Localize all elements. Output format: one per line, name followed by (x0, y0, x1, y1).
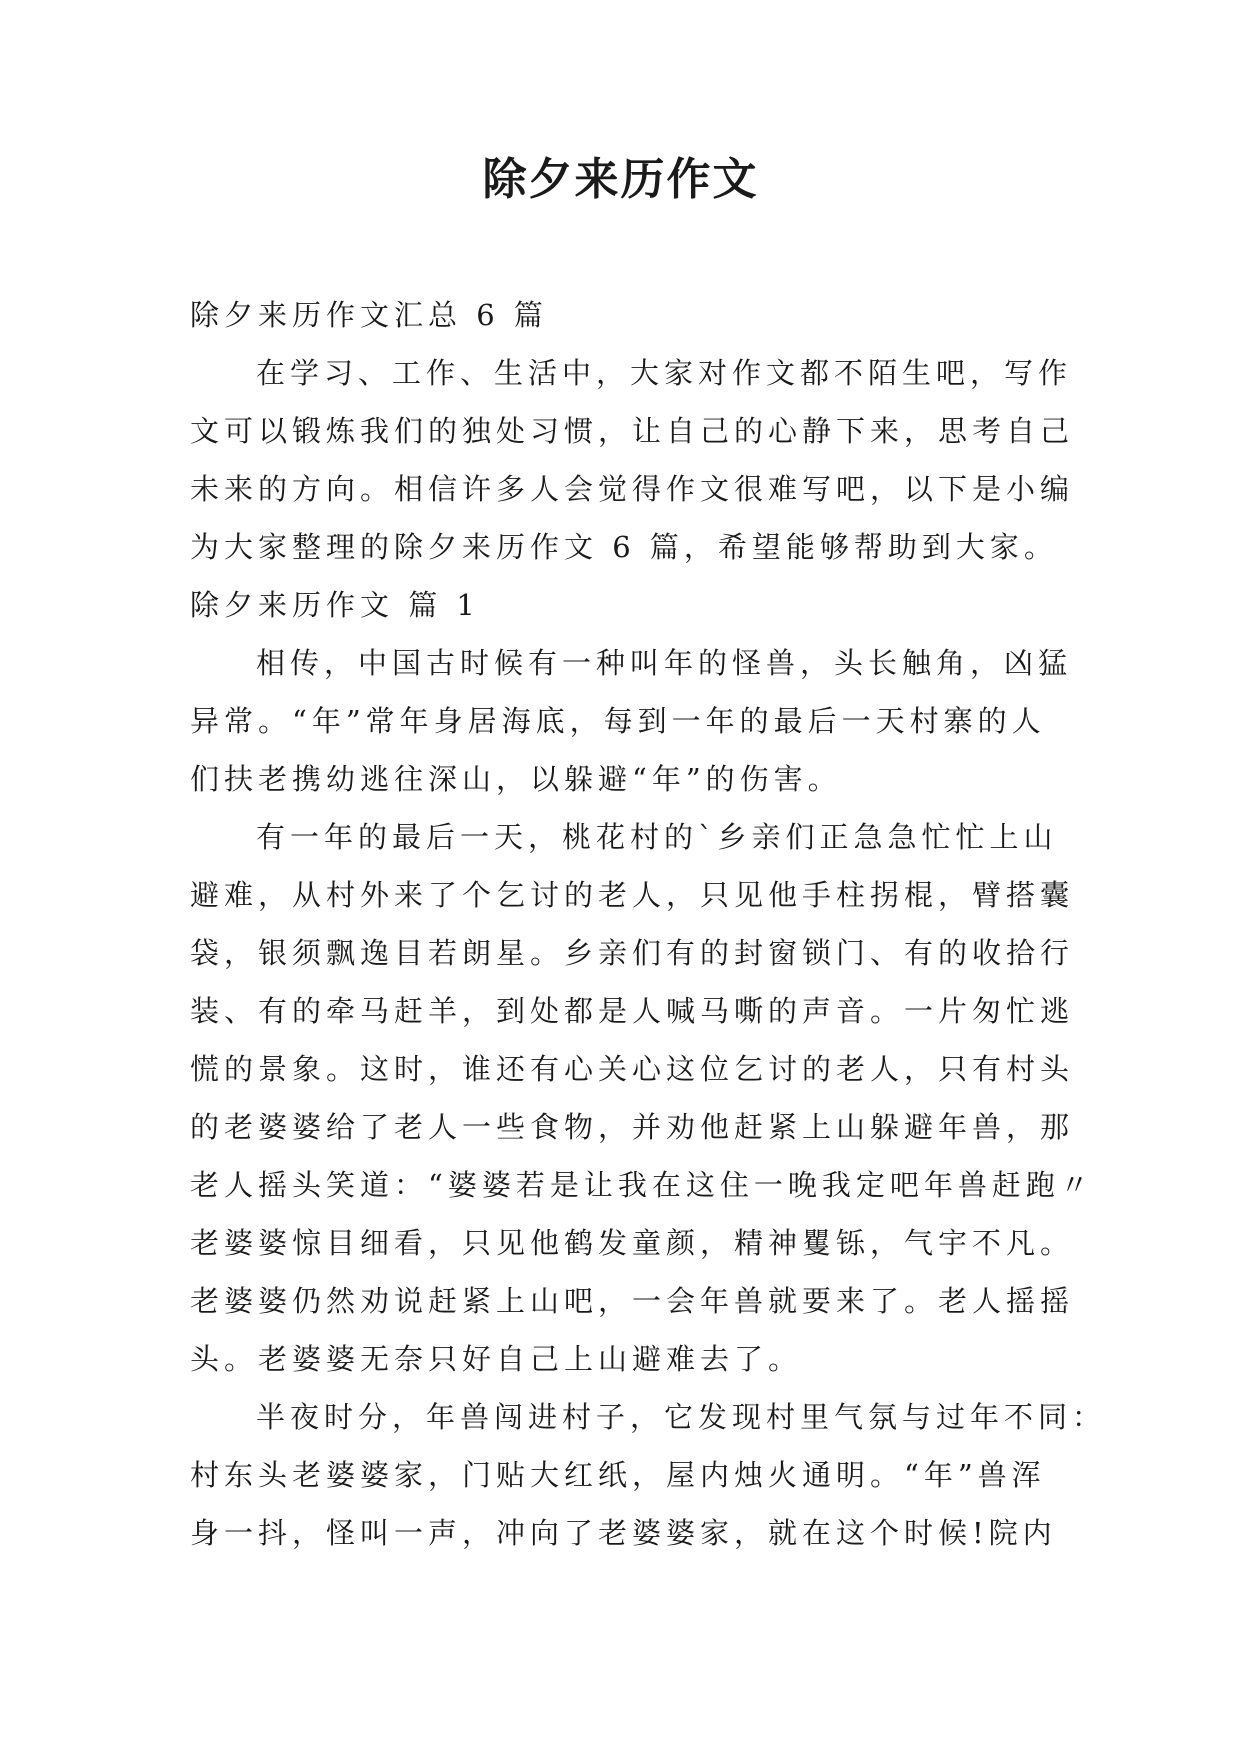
text-line: 避难，从村外来了个乞讨的老人，只见他手柱拐棍，臂搭囊 (190, 878, 1075, 912)
text-line: 老人摇头笑道：“婆婆若是让我在这住一晚我定吧年兽赶跑〃 (190, 1168, 1094, 1202)
text-line: 的老婆婆给了老人一些食物，并劝他赶紧上山躲避年兽，那 (190, 1110, 1075, 1144)
text-line: 文可以锻炼我们的独处习惯，让自己的心静下来，思考自己 (190, 414, 1075, 448)
text-line: 未来的方向。相信许多人会觉得作文很难写吧，以下是小编 (190, 472, 1075, 506)
text-line: 头。老婆婆无奈只好自己上山避难去了。 (190, 1342, 803, 1376)
text-line: 袋，银须飘逸目若朗星。乡亲们有的封窗锁门、有的收拾行 (190, 936, 1075, 970)
text-line: 有一年的最后一天，桃花村的`乡亲们正急急忙忙上山 (256, 820, 1058, 854)
text-line: 相传，中国古时候有一种叫年的怪兽，头长触角，凶猛 (256, 646, 1073, 680)
text-line: 在学习、工作、生活中，大家对作文都不陌生吧，写作 (256, 356, 1073, 390)
text-line: 慌的景象。这时，谁还有心关心这位乞讨的老人，只有村头 (190, 1052, 1075, 1086)
section-heading: 除夕来历作文 篇 1 (190, 588, 480, 622)
text-line: 除夕来历作文汇总 6 篇 (190, 298, 548, 332)
text-line: 身一抖，怪叫一声，冲向了老婆婆家，就在这个时候!院内 (190, 1516, 1057, 1550)
document-body (190, 286, 1107, 1562)
text-line: 老婆婆仍然劝说赶紧上山吧，一会年兽就要来了。老人摇摇 (190, 1284, 1075, 1318)
text-line: 村东头老婆婆家，门贴大红纸，屋内烛火通明。“年”兽浑 (190, 1458, 1046, 1492)
text-line: 们扶老携幼逃往深山，以躲避“年”的伤害。 (190, 762, 842, 796)
text-line: 装、有的牵马赶羊，到处都是人喊马嘶的声音。一片匆忙逃 (190, 994, 1075, 1028)
text-line: 为大家整理的除夕来历作文 6 篇，希望能够帮助到大家。 (190, 530, 1058, 564)
text-line: 异常。“年”常年身居海底，每到一年的最后一天村寨的人 (190, 704, 1046, 738)
text-line: 老婆婆惊目细看，只见他鹤发童颜，精神矍铄，气宇不凡。 (190, 1226, 1075, 1260)
document-title: 除夕来历作文 (482, 154, 759, 205)
text-line: 半夜时分，年兽闯进村子，它发现村里气氛与过年不同： (256, 1400, 1107, 1434)
